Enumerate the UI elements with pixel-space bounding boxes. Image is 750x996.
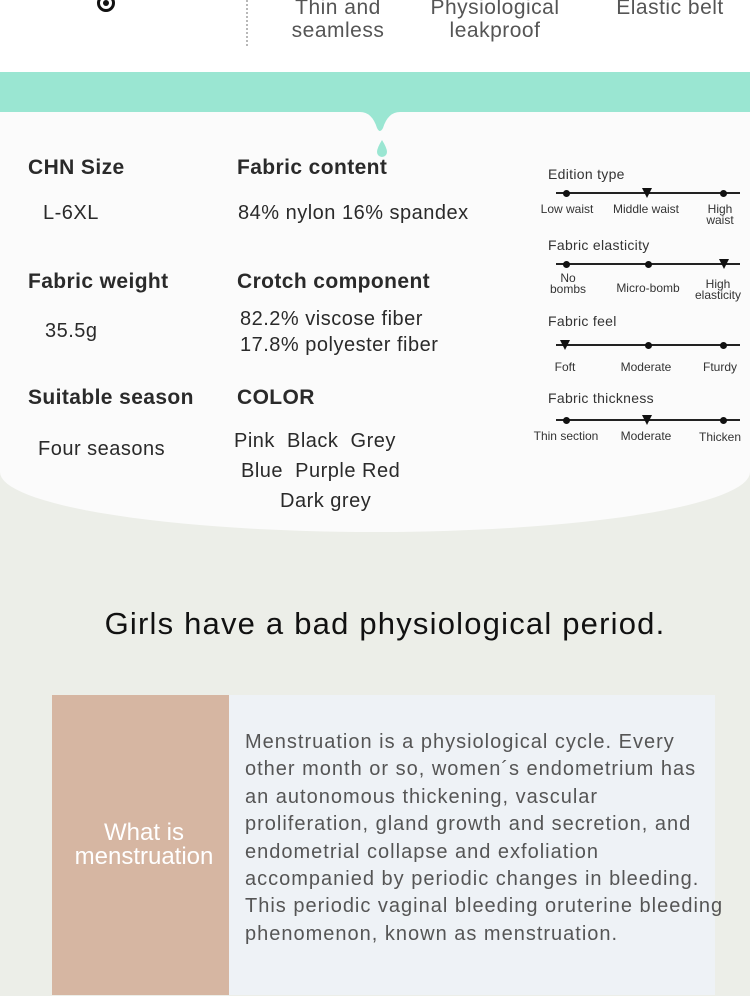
- scale-dot-left: [563, 261, 570, 268]
- scale-label-right: Thicken: [698, 430, 742, 444]
- feature-elastic-belt: Elastic belt: [616, 0, 724, 19]
- size-value: L-6XL: [43, 202, 99, 224]
- specs-card: [0, 112, 750, 532]
- divider: [246, 0, 248, 46]
- color-value-2: Blue Purple Red: [241, 460, 401, 482]
- season-value: Four seasons: [38, 438, 166, 460]
- scale-label-mid: Middle waist: [612, 202, 680, 216]
- fabric-value: 84% nylon 16% spandex: [238, 202, 469, 224]
- scale-dot-right: [720, 417, 727, 424]
- scale-marker-selected: [642, 188, 652, 198]
- scale-label-left: Thin section: [533, 429, 599, 443]
- scale-label-mid: Moderate: [620, 360, 672, 374]
- scale-label-left: No bombs: [549, 271, 587, 296]
- scale-dot-left: [563, 190, 570, 197]
- feature-thin-seamless: Thin and seamless: [291, 0, 385, 42]
- scale-title: Fabric thickness: [548, 390, 654, 406]
- scale-dot-right: [720, 342, 727, 349]
- info-body-panel: [229, 695, 724, 995]
- feature-leakproof: Physiological leakproof: [430, 0, 560, 42]
- scale-label-mid: Micro-bomb: [616, 281, 680, 295]
- scale-title: Fabric feel: [548, 313, 617, 329]
- scale-label-left: Low waist: [540, 202, 594, 216]
- section-headline: Girls have a bad physiological period.: [104, 606, 666, 641]
- size-label: CHN Size: [28, 156, 125, 179]
- info-body: Menstruation is a physiological cycle. Every other month or so, women´s endometrium has an autonomous thickening, vascular proliferation, gland growth and secretion, and endometrial collapse and exfoliation accompanied by periodic changes in bleeding. This periodic vaginal bleeding oruterine bleeding phenomenon, known as menstruation.: [245, 731, 724, 945]
- info-title-panel: [52, 695, 229, 995]
- scale-dot-mid: [645, 342, 652, 349]
- mint-banner: [0, 72, 750, 116]
- weight-value: 35.5g: [45, 320, 98, 342]
- scale-label-left: Foft: [554, 360, 576, 374]
- scale-label-right: High elasticity: [694, 277, 741, 302]
- scale-title: Edition type: [548, 166, 625, 182]
- scale-marker-selected: [560, 340, 570, 350]
- scale-dot-left: [563, 417, 570, 424]
- color-label: COLOR: [237, 386, 315, 409]
- scale-title: Fabric elasticity: [548, 237, 650, 253]
- scale-label-right: Fturdy: [702, 360, 737, 374]
- crotch-value-1: 82.2% viscose fiber: [240, 308, 423, 330]
- crotch-value-2: 17.8% polyester fiber: [240, 334, 439, 356]
- scale-dot-mid: [645, 261, 652, 268]
- crotch-label: Crotch component: [237, 270, 431, 293]
- fabric-label: Fabric content: [237, 156, 388, 179]
- scale-marker-selected: [719, 259, 729, 269]
- info-title: What is menstruation: [74, 819, 214, 870]
- color-value-1: Pink Black Grey: [234, 430, 396, 452]
- scale-marker-selected: [642, 415, 652, 425]
- feature-strip: [0, 0, 750, 72]
- scale-label-right: High waist: [706, 202, 734, 227]
- scale-dot-right: [720, 190, 727, 197]
- scale-label-mid: Moderate: [620, 429, 672, 443]
- target-icon: [97, 0, 115, 12]
- weight-label: Fabric weight: [28, 270, 169, 293]
- color-value-3: Dark grey: [280, 490, 372, 512]
- season-label: Suitable season: [28, 386, 194, 409]
